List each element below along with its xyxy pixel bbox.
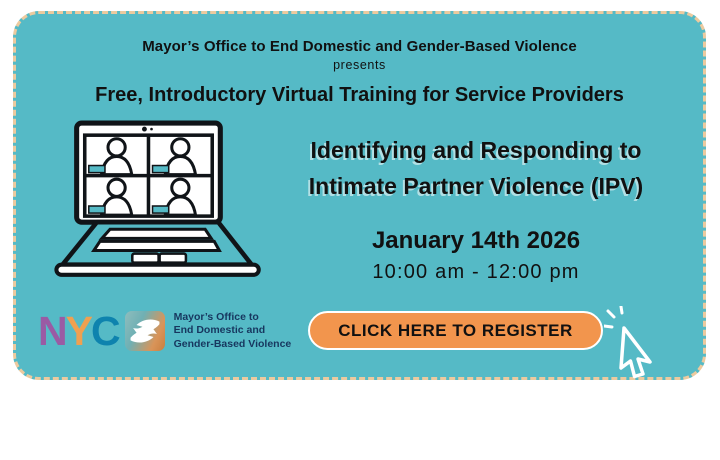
logo-org-line3: Gender-Based Violence [173,337,292,350]
register-button[interactable]: CLICK HERE TO REGISTER [308,311,603,350]
nyc-letter-c: C [90,307,119,354]
event-title-line1: Identifying and Responding to [310,137,642,163]
caring-hands-icon [125,311,165,351]
nyc-logo-letters [38,307,119,354]
logo-org-text [174,311,292,352]
nyc-letter-n: N [38,307,66,354]
event-date: January 14th 2026 [371,227,581,254]
laptop-video-call-illustration [36,120,264,292]
event-time: 10:00 am - 12:00 pm [372,261,580,283]
org-title: Mayor’s Office to End Domestic and Gender-Based Violence [142,38,577,55]
presents-label: presents [333,58,386,72]
logo-org-line1: Mayor’s Office to [173,310,259,323]
nyc-endgbv-logo [38,307,291,355]
cursor-click-icon [604,306,666,380]
nyc-letter-y: Y [65,307,91,354]
event-title [250,132,702,204]
flyer-card [13,11,706,380]
event-title-line2: Intimate Partner Violence (IPV) [308,173,644,199]
training-title: Free, Introductory Virtual Training for Service Providers [95,84,624,106]
logo-org-line2: End Domestic and [173,324,266,337]
